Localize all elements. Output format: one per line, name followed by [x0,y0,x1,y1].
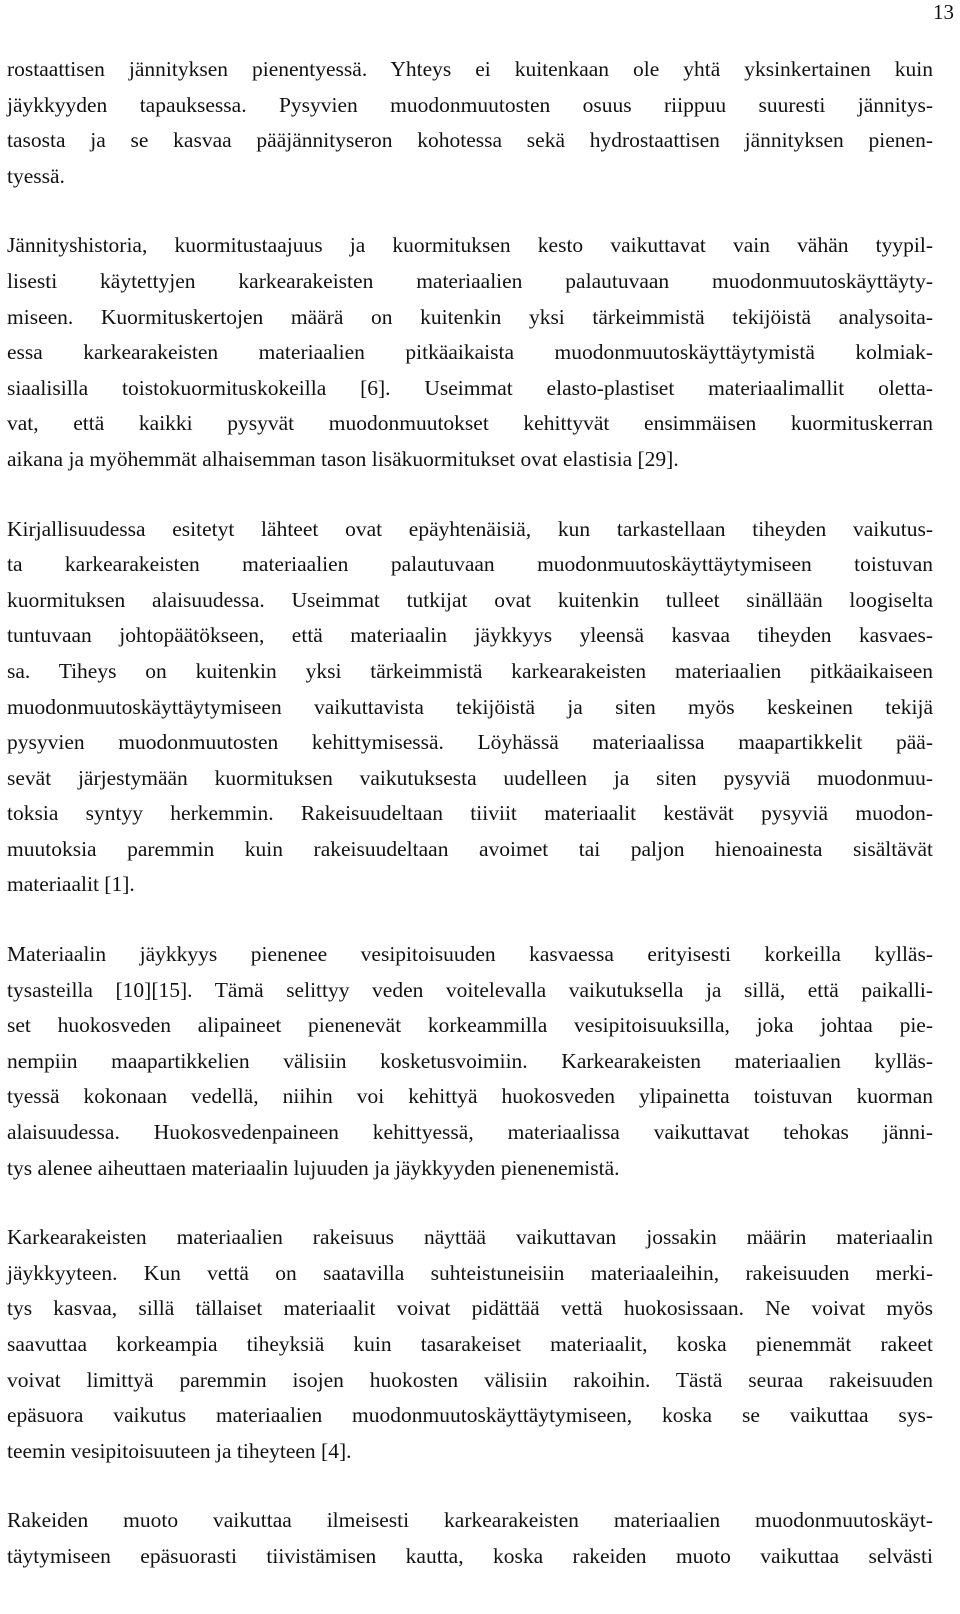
paragraph-3 [7,512,933,904]
text-line: vat, että kaikki pysyvät muodonmuutokset kehittyvät ensimmäisen kuormituskerran [7,411,933,436]
text-line: materiaalit [1]. [7,872,135,897]
text-line: epäsuora vaikutus materiaalien muodonmuutoskäyttäytymiseen, koska se vaikuttaa sys- [7,1403,933,1428]
text-line: Materiaalin jäykkyys pienenee vesipitoisuuden kasvaessa erityisesti korkeilla kylläs- [7,942,933,967]
text-line: saavuttaa korkeampia tiheyksiä kuin tasarakeiset materiaalit, koska pienemmät rakeet [7,1332,933,1356]
text-line: Jännityshistoria, kuormitustaajuus ja kuormituksen kesto vaikuttavat vain vähän tyypil- [7,233,933,258]
text-line: jäykkyyden tapauksessa. Pysyvien muodonmuutosten osuus riippuu suuresti jännitys- [7,92,933,117]
text-line: täytymiseen epäsuorasti tiivistämisen kautta, koska rakeiden muoto vaikuttaa selvästi [7,1543,933,1568]
text-line: aikana ja myöhemmät alhaisemman tason lisäkuormitukset ovat elastisia [29]. [7,446,679,471]
text-line: rostaattisen jännityksen pienentyessä. Yhteys ei kuitenkaan ole yhtä yksinkertainen kuin [7,57,933,81]
text-line: tys alenee aiheuttaen materiaalin lujuuden ja jäykkyyden pienenemistä. [7,1155,620,1180]
page-number: 13 [933,0,954,24]
text-line: pysyvien muodonmuutosten kehittymisessä. Löyhässä materiaalissa maapartikkelit pää- [7,730,933,755]
text-line: teemin vesipitoisuuteen ja tiheyteen [4]. [7,1438,352,1463]
paragraph-2 [7,228,933,477]
text-line: toksia syntyy herkemmin. Rakeisuudeltaan tiiviit materiaalit kestävät pysyviä muodon- [7,801,933,826]
text-line: essa karkearakeisten materiaalien pitkäaikaista muodonmuutoskäyttäytymistä kolmiak- [7,340,933,365]
text-line: Kirjallisuudessa esitetyt lähteet ovat epäyhtenäisiä, kun tarkastellaan tiheyden vaikutus- [7,516,933,541]
text-line: tys kasvaa, sillä tällaiset materiaalit voivat pidättää vettä huokosissaan. Ne voivat myös [7,1296,933,1321]
text-line: kuormituksen alaisuudessa. Useimmat tutkijat ovat kuitenkin tulleet sinällään loogiselta [7,587,933,612]
text-line: ta karkearakeisten materiaalien palautuvaan muodonmuutoskäyttäytymiseen toistuvan [7,552,933,577]
text-line: muodonmuutoskäyttäytymiseen vaikuttavista tekijöistä ja siten myös keskeinen tekijä [7,694,933,719]
paragraph-6 [7,1503,933,1574]
text-line: tyessä. [7,163,65,188]
text-line: Karkearakeisten materiaalien rakeisuus näyttää vaikuttavan jossakin määrin materiaalin [7,1225,933,1250]
text-line: tysasteilla [10][15]. Tämä selittyy veden voitelevalla vaikutuksella ja sillä, että paikalli- [7,977,933,1002]
text-line: sa. Tiheys on kuitenkin yksi tärkeimmistä karkearakeisten materiaalien pitkäaikaiseen [7,658,933,683]
paragraph-5 [7,1220,933,1469]
text-line: lisesti käytettyjen karkearakeisten materiaalien palautuvaan muodonmuutoskäyttäyty- [7,268,933,293]
text-line: voivat limittyä paremmin isojen huokosten välisiin rakoihin. Tästä seuraa rakeisuuden [7,1367,933,1392]
text-line: tasosta ja se kasvaa pääjännityseron kohotessa sekä hydrostaattisen jännityksen pienen- [7,128,933,153]
text-line: tuntuvaan johtopäätökseen, että materiaalin jäykkyys yleensä kasvaa tiheyden kasvaes- [7,623,933,648]
text-line: Rakeiden muoto vaikuttaa ilmeisesti karkearakeisten materiaalien muodonmuutoskäyt- [7,1508,933,1533]
text-line: jäykkyyteen. Kun vettä on saatavilla suhteistuneisiin materiaaleihin, rakeisuuden merki- [7,1260,933,1285]
text-line: sevät järjestymään kuormituksen vaikutuksesta uudelleen ja siten pysyviä muodonmuu- [7,765,933,790]
text-line: tyessä kokonaan vedellä, niihin voi kehittyä huokosveden ylipainetta toistuvan kuorman [7,1084,933,1109]
text-line: miseen. Kuormituskertojen määrä on kuitenkin yksi tärkeimmistä tekijöistä analysoita- [7,304,933,329]
paragraph-4 [7,937,933,1186]
text-line: nempiin maapartikkelien välisiin kosketusvoimiin. Karkearakeisten materiaalien kylläs- [7,1048,933,1073]
text-line: muutoksia paremmin kuin rakeisuudeltaan avoimet tai paljon hienoainesta sisältävät [7,836,933,861]
paragraph-1 [7,52,933,194]
text-line: siaalisilla toistokuormituskokeilla [6]. Useimmat elasto-plastiset materiaalimallit oletta- [7,375,933,400]
text-line: alaisuudessa. Huokosvedenpaineen kehittyessä, materiaalissa vaikuttavat tehokas jänni- [7,1120,933,1145]
text-line: set huokosveden alipaineet pienenevät korkeammilla vesipitoisuuksilla, joka johtaa pie- [7,1013,933,1038]
document-body [7,52,933,1609]
